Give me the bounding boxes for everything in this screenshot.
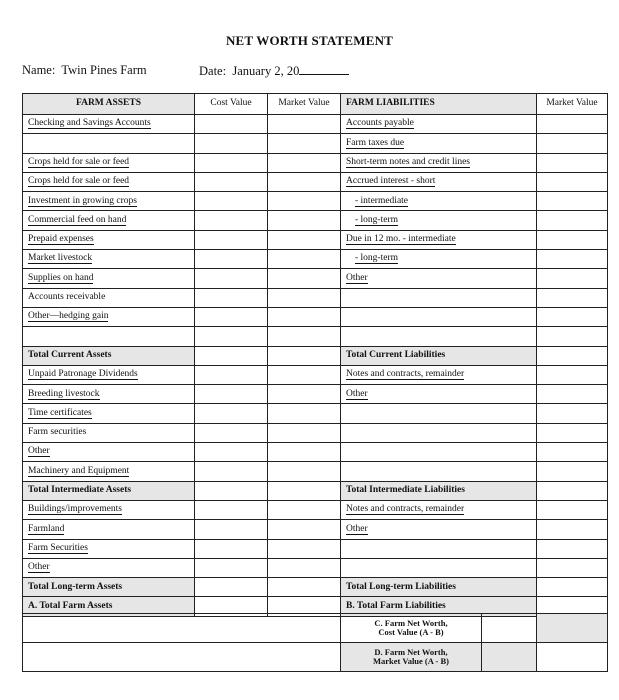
asset-label: [23, 365, 195, 384]
liability-label: [341, 250, 537, 269]
asset-label: [23, 250, 195, 269]
table-row: [23, 211, 608, 230]
liability-market-value-cell[interactable]: [537, 462, 608, 481]
liability-label-text: Total Long-term Liabilities: [346, 581, 456, 592]
liability-market-value-cell[interactable]: [537, 520, 608, 539]
liability-market-value-cell[interactable]: [537, 172, 608, 191]
asset-label: [23, 134, 195, 153]
liability-label: [341, 269, 537, 288]
asset-label-text: Total Intermediate Assets: [28, 485, 132, 496]
asset-label-text: Commercial feed on hand: [28, 214, 127, 225]
cost-net-worth-label: [341, 614, 482, 643]
asset-label-text: Other: [28, 562, 50, 573]
cost-value-cell[interactable]: [195, 500, 268, 519]
market-value-cell[interactable]: [268, 269, 341, 288]
liability-label: [341, 211, 537, 230]
liability-label-text: Accounts payable: [346, 118, 414, 129]
liability-label: [341, 558, 537, 577]
liability-market-value-cell[interactable]: [537, 346, 608, 365]
asset-label-text: Breeding livestock: [28, 388, 100, 399]
cost-value-cell[interactable]: [195, 307, 268, 326]
asset-label: [23, 404, 195, 423]
table-row: [23, 385, 608, 404]
market-value-cell[interactable]: [268, 134, 341, 153]
asset-label: [23, 307, 195, 326]
table-row: [23, 192, 608, 211]
liability-label-text: Accrued interest - short: [346, 176, 436, 187]
table-row: [23, 423, 608, 442]
liability-market-value-cell[interactable]: [537, 288, 608, 307]
liability-market-value-cell[interactable]: [537, 211, 608, 230]
asset-label-text: Accounts receivable: [28, 292, 106, 303]
liability-label: [341, 385, 537, 404]
market-net-worth-value[interactable]: [537, 643, 608, 672]
liability-label: [341, 172, 537, 191]
liability-label: [341, 404, 537, 423]
cost-value-cell[interactable]: [195, 153, 268, 172]
cost-value-cell[interactable]: [195, 443, 268, 462]
liability-market-value-cell[interactable]: [537, 481, 608, 500]
liability-label-text: Farm taxes due: [346, 137, 405, 148]
farm-assets-header: FARM ASSETS: [23, 94, 195, 115]
market-value-header: Market Value: [268, 94, 341, 115]
liability-market-value-cell[interactable]: [537, 578, 608, 597]
liability-label: [341, 192, 537, 211]
market-net-worth-label: [341, 643, 482, 672]
cost-value-cell[interactable]: [195, 385, 268, 404]
market-value-cell[interactable]: [268, 346, 341, 365]
market-value-cell[interactable]: [268, 250, 341, 269]
table-row: [23, 307, 608, 326]
liability-label-text: - long-term: [355, 253, 399, 264]
table-row: [23, 365, 608, 384]
cost-value-cell[interactable]: [195, 134, 268, 153]
market-value-cell[interactable]: [268, 327, 341, 346]
table-row: [23, 578, 608, 597]
farm-liabilities-header: FARM LIABILITIES: [341, 94, 537, 115]
liability-label: [341, 134, 537, 153]
liability-market-value-cell[interactable]: [537, 365, 608, 384]
net-worth-summary: [22, 613, 608, 672]
date-value[interactable]: January 2, 20: [232, 64, 300, 78]
cost-value-cell[interactable]: [195, 520, 268, 539]
cost-net-worth-line1: C. Farm Net Worth,: [374, 618, 448, 629]
liability-market-value-cell[interactable]: [537, 443, 608, 462]
asset-label-text: Crops held for sale or feed: [28, 176, 130, 187]
market-value-cell[interactable]: [268, 230, 341, 249]
asset-label-text: Time certificates: [28, 407, 92, 418]
asset-label: [23, 269, 195, 288]
liability-label: [341, 288, 537, 307]
asset-label-text: Buildings/improvements: [28, 504, 122, 515]
liability-label: [341, 443, 537, 462]
cost-value-cell[interactable]: [195, 327, 268, 346]
liability-label: [341, 481, 537, 500]
asset-label-text: Checking and Savings Accounts: [28, 118, 151, 129]
table-row: [23, 443, 608, 462]
asset-label: [23, 153, 195, 172]
cost-net-worth-row: [23, 614, 608, 643]
market-value-cell[interactable]: [268, 423, 341, 442]
market-net-worth-row: [23, 643, 608, 672]
market-value-cell[interactable]: [268, 500, 341, 519]
liability-label: [341, 327, 537, 346]
cost-value-cell[interactable]: [195, 481, 268, 500]
liability-label: [341, 423, 537, 442]
market-value-cell[interactable]: [268, 385, 341, 404]
liability-label: [341, 153, 537, 172]
cost-value-cell[interactable]: [195, 558, 268, 577]
liability-label-text: Other: [346, 272, 368, 283]
liability-label: [341, 307, 537, 326]
header-row: [23, 94, 608, 115]
cost-net-worth-line2: Cost Value (A - B): [378, 627, 444, 637]
liability-label-text: Total Intermediate Liabilities: [346, 485, 465, 496]
liability-label: [341, 500, 537, 519]
asset-label: [23, 578, 195, 597]
market-value-cell[interactable]: [268, 153, 341, 172]
cost-value-cell[interactable]: [195, 211, 268, 230]
market-value-cell[interactable]: [268, 288, 341, 307]
table-row: [23, 230, 608, 249]
table-row: [23, 250, 608, 269]
asset-label-text: Supplies on hand: [28, 272, 94, 283]
asset-label-text: Unpaid Patronage Dividends: [28, 369, 138, 380]
liability-market-value-cell[interactable]: [537, 307, 608, 326]
statement-title: NET WORTH STATEMENT: [225, 33, 394, 48]
cost-value-cell[interactable]: [195, 539, 268, 558]
cost-value-cell[interactable]: [195, 172, 268, 191]
asset-label: [23, 500, 195, 519]
table-row: [23, 172, 608, 191]
liability-label-text: Notes and contracts, remainder: [346, 504, 465, 515]
market-net-worth-line2: Market Value (A - B): [372, 656, 450, 666]
table-row: [23, 327, 608, 346]
table-row: [23, 153, 608, 172]
liability-label-text: B. Total Farm Liabilities: [346, 600, 446, 611]
market-value-cell[interactable]: [268, 192, 341, 211]
cost-value-cell[interactable]: [195, 288, 268, 307]
cost-net-worth-shaded: [537, 614, 608, 643]
asset-label-text: Machinery and Equipment: [28, 465, 130, 476]
table-row: [23, 481, 608, 500]
asset-label: [23, 230, 195, 249]
market-value-cell[interactable]: [268, 443, 341, 462]
liability-market-value-cell[interactable]: [537, 327, 608, 346]
asset-label-text: Total Current Assets: [28, 349, 112, 360]
liability-market-value-cell[interactable]: [537, 115, 608, 134]
table-row: [23, 288, 608, 307]
asset-label: [23, 443, 195, 462]
asset-label: [23, 385, 195, 404]
liability-market-value-cell[interactable]: [537, 192, 608, 211]
liability-label-text: Other: [346, 523, 368, 534]
cost-value-cell[interactable]: [195, 346, 268, 365]
name-value[interactable]: Twin Pines Farm: [61, 63, 147, 77]
asset-label: [23, 346, 195, 365]
liability-market-value-cell[interactable]: [537, 250, 608, 269]
blank-cell: [23, 614, 341, 643]
asset-label: [23, 172, 195, 191]
asset-label-text: Farmland: [28, 523, 65, 534]
table-row: [23, 346, 608, 365]
asset-label-text: Farm securities: [28, 427, 87, 438]
liability-market-value-cell[interactable]: [537, 269, 608, 288]
name-line: [22, 63, 147, 78]
cost-value-cell[interactable]: [195, 115, 268, 134]
market-value-cell[interactable]: [268, 539, 341, 558]
liability-label-text: Other: [346, 388, 368, 399]
market-value-cell[interactable]: [268, 558, 341, 577]
liability-label: [341, 539, 537, 558]
asset-label: [23, 539, 195, 558]
table-row: [23, 462, 608, 481]
asset-label-text: A. Total Farm Assets: [28, 600, 113, 611]
name-label: Name:: [22, 63, 56, 77]
asset-label-text: Prepaid expenses: [28, 234, 94, 245]
cost-value-cell[interactable]: [195, 192, 268, 211]
asset-label: [23, 115, 195, 134]
liability-market-value-cell[interactable]: [537, 385, 608, 404]
blank-cell: [23, 643, 341, 672]
asset-label: [23, 558, 195, 577]
liability-market-value-cell[interactable]: [537, 134, 608, 153]
liability-market-value-cell[interactable]: [537, 423, 608, 442]
market-value-cell[interactable]: [268, 462, 341, 481]
liability-label-text: Notes and contracts, remainder: [346, 369, 465, 380]
table-row: [23, 539, 608, 558]
liability-label: [341, 115, 537, 134]
asset-label-text: Farm Securities: [28, 542, 88, 553]
table-row: [23, 500, 608, 519]
liability-label: [341, 520, 537, 539]
liability-market-value-cell[interactable]: [537, 230, 608, 249]
date-label: Date:: [199, 64, 227, 78]
asset-label: [23, 327, 195, 346]
asset-label-text: Total Long-term Assets: [28, 581, 123, 592]
market-value-cell[interactable]: [268, 404, 341, 423]
asset-label: [23, 481, 195, 500]
liability-label-text: - intermediate: [355, 195, 409, 206]
liability-label-text: Due in 12 mo. - intermediate: [346, 234, 456, 245]
cost-value-header: Cost Value: [195, 94, 268, 115]
liability-label-text: Short-term notes and credit lines: [346, 156, 470, 167]
liability-label: [341, 346, 537, 365]
asset-label-text: Other—hedging gain: [28, 311, 109, 322]
asset-label: [23, 192, 195, 211]
market-value-cell[interactable]: [268, 365, 341, 384]
liability-market-value-cell[interactable]: [537, 558, 608, 577]
table-row: [23, 134, 608, 153]
market-value-cell[interactable]: [268, 115, 341, 134]
asset-label-text: Investment in growing crops: [28, 195, 137, 206]
market-value-cell[interactable]: [268, 307, 341, 326]
asset-label: [23, 423, 195, 442]
market-value-cell[interactable]: [268, 172, 341, 191]
market-value-cell[interactable]: [268, 211, 341, 230]
asset-label: [23, 520, 195, 539]
liab-market-value-header: Market Value: [537, 94, 608, 115]
date-line: [199, 63, 349, 79]
asset-label-text: Crops held for sale or feed: [28, 156, 130, 167]
table-row: [23, 558, 608, 577]
asset-label: [23, 462, 195, 481]
cost-value-cell[interactable]: [195, 365, 268, 384]
liability-market-value-cell[interactable]: [537, 404, 608, 423]
cost-net-worth-value[interactable]: [482, 614, 537, 643]
cost-value-cell[interactable]: [195, 230, 268, 249]
liability-label: [341, 365, 537, 384]
liability-label-text: Total Current Liabilities: [346, 349, 446, 360]
table-row: [23, 404, 608, 423]
market-net-worth-shaded: [482, 643, 537, 672]
cost-value-cell[interactable]: [195, 269, 268, 288]
asset-label-text: Market livestock: [28, 253, 93, 264]
liability-label: [341, 578, 537, 597]
cost-value-cell[interactable]: [195, 404, 268, 423]
table-row: [23, 520, 608, 539]
cost-value-cell[interactable]: [195, 578, 268, 597]
market-value-cell[interactable]: [268, 481, 341, 500]
liability-market-value-cell[interactable]: [537, 500, 608, 519]
market-value-cell[interactable]: [268, 520, 341, 539]
cost-value-cell[interactable]: [195, 423, 268, 442]
liability-label: [341, 462, 537, 481]
year-blank[interactable]: [299, 63, 349, 75]
net-worth-table: [22, 93, 608, 617]
asset-label-text: Other: [28, 446, 50, 457]
liability-market-value-cell[interactable]: [537, 539, 608, 558]
liability-label-text: - long-term: [355, 214, 399, 225]
asset-label: [23, 288, 195, 307]
asset-label: [23, 211, 195, 230]
liability-label: [341, 230, 537, 249]
market-value-cell[interactable]: [268, 578, 341, 597]
table-row: [23, 269, 608, 288]
cost-value-cell[interactable]: [195, 250, 268, 269]
liability-market-value-cell[interactable]: [537, 153, 608, 172]
table-row: [23, 115, 608, 134]
market-net-worth-line1: D. Farm Net Worth,: [374, 647, 448, 658]
cost-value-cell[interactable]: [195, 462, 268, 481]
